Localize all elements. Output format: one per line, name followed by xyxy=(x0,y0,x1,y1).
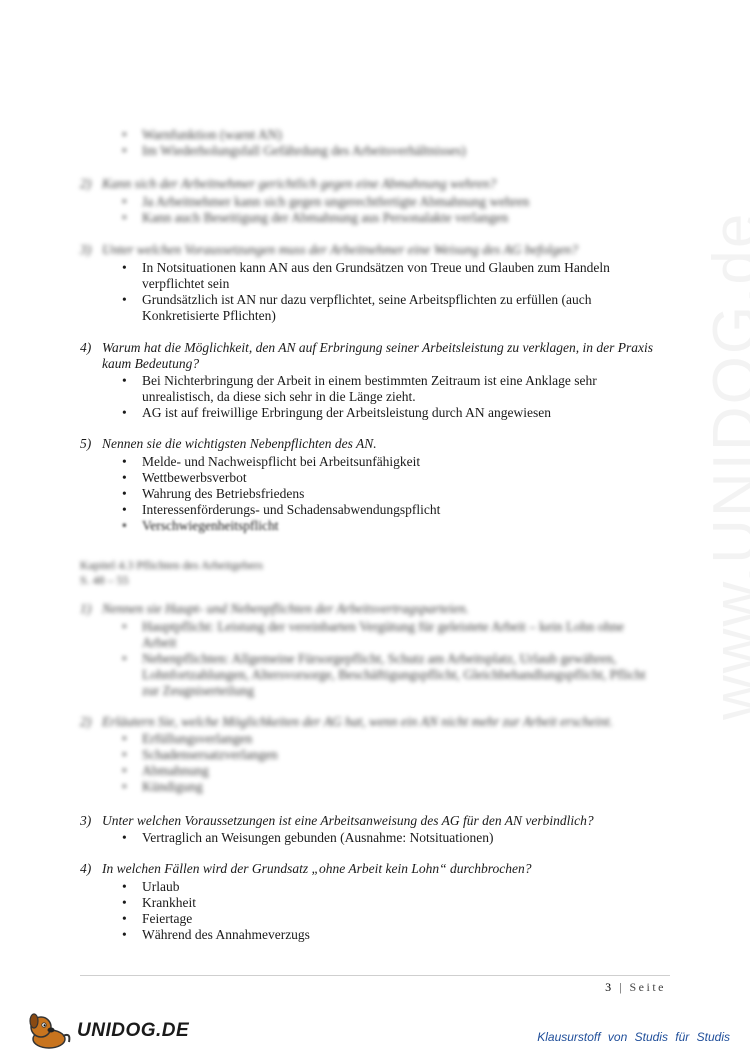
bullet-list-top xyxy=(120,127,660,159)
question-number: 3) xyxy=(80,813,92,828)
list-item: • Schadensersatzverlangen xyxy=(120,747,660,763)
question-text: In welchen Fällen wird der Grundsatz „ohne Arbeit kein Lohn“ durchbrochen? xyxy=(102,861,532,876)
list-item: • Interessenförderungs- und Schadensabwendungspflicht xyxy=(120,502,660,518)
chapter-heading: Kapitel 4.3 Pflichten des Arbeitgebers xyxy=(80,558,263,572)
bullet-list-q4a xyxy=(120,373,660,421)
page-label: Seite xyxy=(629,980,666,994)
list-item: • AG ist auf freiwillige Erbringung der Arbeitsleistung durch AN angewiesen xyxy=(120,405,660,421)
list-item: • Grundsätzlich ist AN nur dazu verpflichtet, seine Arbeitspflichten zu erfüllen (auch Konkretisierte Pflichten) xyxy=(120,292,660,324)
list-item: • Erfüllungsverlangen xyxy=(120,731,660,747)
unidog-logo xyxy=(25,1012,205,1050)
bullet-list-q3b xyxy=(120,830,660,846)
list-item: • Nebenpflichten: Allgemeine Fürsorgepflicht, Schutz am Arbeitsplatz, Urlaub gewähren, Lohnfortzahlungen, Altersvorsorge, Beschäftigungspflicht, Gleichbehandlungspflicht, Pflicht zur Zeugniserteilung xyxy=(120,651,660,699)
list-item: • Urlaub xyxy=(120,879,660,895)
question-text: Nennen sie die wichtigsten Nebenpflichten des AN. xyxy=(102,436,377,451)
list-item: • Während des Annahmeverzugs xyxy=(120,927,660,943)
bullet-list-q2b xyxy=(120,731,660,795)
list-item: • Hauptpflicht: Leistung der vereinbarten Vergütung für geleistete Arbeit – kein Lohn ohne Arbeit xyxy=(120,619,660,651)
question-number: 4) xyxy=(80,340,92,355)
list-item: • In Notsituationen kann AN aus den Grundsätzen von Treue und Glauben zum Handeln verpflichtet sein xyxy=(120,260,660,292)
watermark-text xyxy=(700,212,750,720)
bullet-list-q1b xyxy=(120,619,660,699)
question-text: Nennen sie Haupt- und Nebenpflichten der Arbeitsvertragsparteien. xyxy=(102,601,469,616)
question-4b xyxy=(80,861,680,877)
question-2a xyxy=(80,176,680,192)
question-number: 2) xyxy=(80,714,92,729)
question-1b xyxy=(80,601,680,617)
question-3b xyxy=(80,813,680,829)
list-item: • Feiertage xyxy=(120,911,660,927)
bullet-list-q2a xyxy=(120,194,660,226)
question-number: 4) xyxy=(80,861,92,876)
dog-icon xyxy=(25,1012,75,1050)
question-number: 2) xyxy=(80,176,92,191)
footer-slogan: Klausurstoff von Studis für Studis xyxy=(537,1030,730,1044)
question-text: Kann sich der Arbeitnehmer gerichtlich gegen eine Abmahnung wehren? xyxy=(102,176,497,191)
question-text: Unter welchen Voraussetzungen muss der Arbeitnehmer eine Weisung des AG befolgen? xyxy=(102,242,578,257)
bullet-list-q3a xyxy=(120,260,660,324)
bullet-list-q4b xyxy=(120,879,660,943)
question-text: Erläutern Sie, welche Möglichkeiten der AG hat, wenn ein AN nicht mehr zur Arbeit erscheint. xyxy=(102,714,614,729)
list-item: • Im Wiederholungsfall Gefährdung des Arbeitsverhältnisses) xyxy=(120,143,660,159)
list-item: • Wettbewerbsverbot xyxy=(120,470,660,486)
chapter-pages: S. 48 – 55 xyxy=(80,573,129,587)
footer-divider xyxy=(80,975,670,976)
question-text: Unter welchen Voraussetzungen ist eine Arbeitsanweisung des AG für den AN verbindlich? xyxy=(102,813,594,828)
list-item: • Vertraglich an Weisungen gebunden (Ausnahme: Notsituationen) xyxy=(120,830,660,846)
question-text: Warum hat die Möglichkeit, den AN auf Erbringung seiner Arbeitsleistung zu verklagen, in der Praxis kaum Bedeutung? xyxy=(102,340,653,371)
list-item: • Wahrung des Betriebsfriedens xyxy=(120,486,660,502)
page-number-value: 3 xyxy=(605,980,614,994)
question-4a xyxy=(80,340,680,372)
question-number: 1) xyxy=(80,601,92,616)
question-5a xyxy=(80,436,680,452)
list-item: • Krankheit xyxy=(120,895,660,911)
list-item: • Melde- und Nachweispflicht bei Arbeitsunfähigkeit xyxy=(120,454,660,470)
question-number: 5) xyxy=(80,436,92,451)
list-item: • Warnfunktion (warnt AN) xyxy=(120,127,660,143)
list-item: • Verschwiegenheitspflicht xyxy=(120,518,660,534)
list-item: • Ja Arbeitnehmer kann sich gegen ungerechtfertigte Abmahnung wehren xyxy=(120,194,660,210)
list-item: • Bei Nichterbringung der Arbeit in einem bestimmten Zeitraum ist eine Anklage sehr unrealistisch, da diese sich sehr in die Länge zieht. xyxy=(120,373,660,405)
logo-text: UNIDOG.DE xyxy=(77,1020,190,1041)
question-number: 3) xyxy=(80,242,92,257)
question-3a xyxy=(80,242,680,258)
list-item: • Kann auch Beseitigung der Abmahnung aus Personalakte verlangen xyxy=(120,210,660,226)
page-number: 3 | Seite xyxy=(605,980,666,994)
bullet-list-q5a xyxy=(120,454,660,534)
question-2b xyxy=(80,714,680,730)
list-item: • Abmahnung xyxy=(120,763,660,779)
list-item: • Kündigung xyxy=(120,779,660,795)
